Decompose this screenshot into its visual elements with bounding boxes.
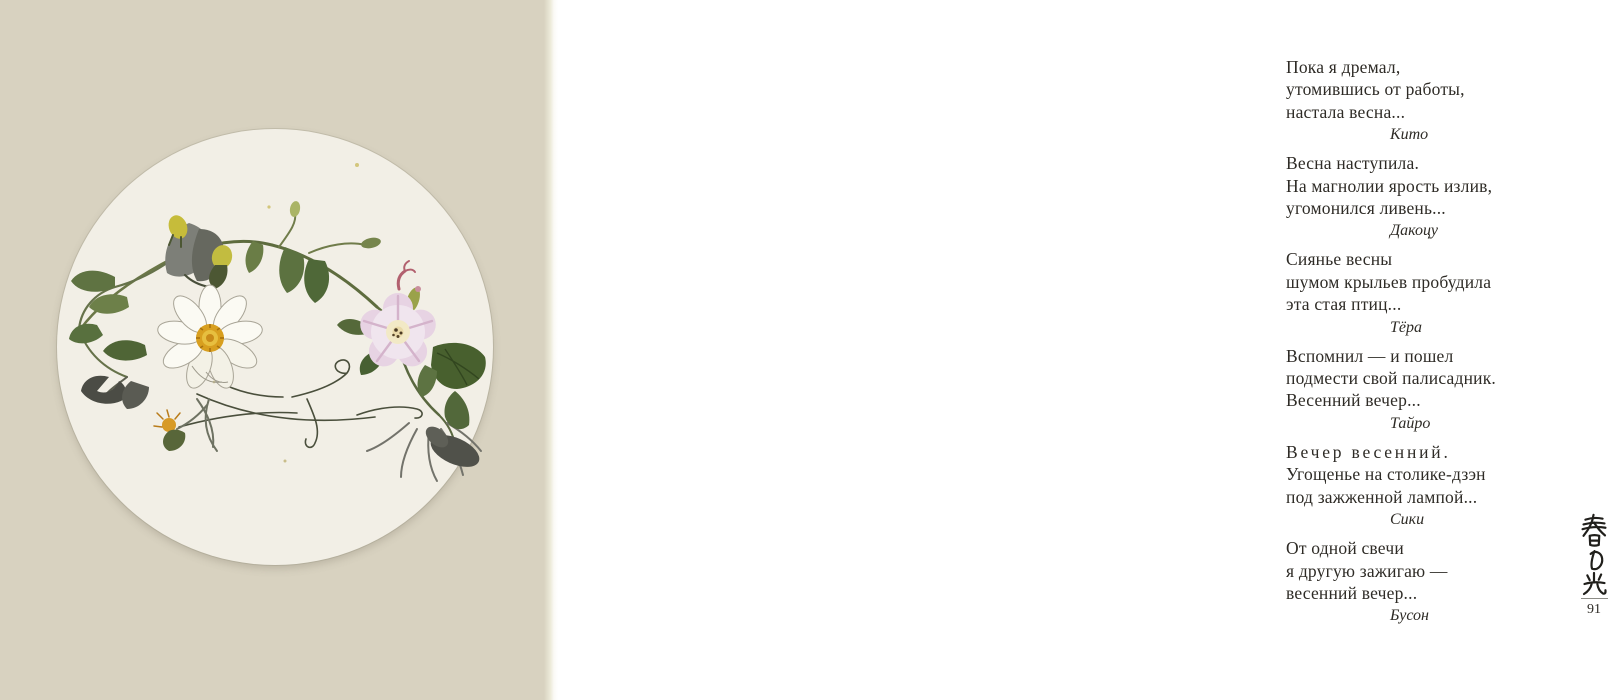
illustration-circle <box>57 129 493 565</box>
poem-line: настала весна... <box>1286 101 1406 122</box>
page-number: 91 <box>1587 602 1601 617</box>
poem-line: утомившись от работы, <box>1286 79 1465 100</box>
poem-line: Пока я дремал, <box>1286 57 1401 77</box>
poem-line: Сиянье весны <box>1286 249 1393 270</box>
right-leaves <box>418 343 486 429</box>
page-gutter <box>544 0 558 700</box>
bud-cluster <box>165 213 235 289</box>
colophon-divider <box>1581 598 1608 599</box>
poems-column <box>1286 56 1586 633</box>
left-leaves <box>69 271 147 361</box>
poem-line: Вспомнил — и пошел <box>1286 345 1454 366</box>
left-page <box>0 0 548 700</box>
poem-line: эта стая птиц... <box>1286 294 1402 315</box>
poem <box>1286 345 1586 435</box>
poem <box>1286 152 1586 242</box>
poem-line: я другую зажигаю — <box>1286 560 1448 581</box>
poem <box>1286 441 1586 531</box>
right-page <box>558 0 1601 700</box>
colophon <box>1574 512 1614 618</box>
poem <box>1286 537 1586 627</box>
poem-author: Сики <box>1390 511 1425 529</box>
poem-line: Весенний вечер... <box>1286 390 1421 411</box>
poem-line: Вечер весенний. <box>1286 441 1451 462</box>
poem-author: Кито <box>1390 126 1429 144</box>
botanical-illustration <box>57 129 493 565</box>
cosmos-flower <box>156 285 264 392</box>
poem <box>1286 56 1586 146</box>
poem <box>1286 248 1586 338</box>
poem-line: Угощенье на столике-дзэн <box>1286 464 1486 485</box>
poem-line: Весна наступила. <box>1286 153 1420 174</box>
grey-twigs <box>197 399 217 451</box>
poem-line: подмести свой палисадник. <box>1286 368 1496 389</box>
poem-author: Бусон <box>1390 607 1429 625</box>
poem-author: Тайро <box>1390 414 1431 432</box>
poem-line: На магнолии ярость излив, <box>1286 175 1493 196</box>
poem-line: угомонился ливень... <box>1286 198 1446 219</box>
poem-line: весенний вечер... <box>1286 582 1418 603</box>
charcoal-leaves <box>81 376 149 409</box>
vertical-kanji-title <box>1578 512 1610 594</box>
poem-author: Дакоцу <box>1390 222 1438 240</box>
poem-author: Тёра <box>1390 318 1422 336</box>
poem-line: под зажженной лампой... <box>1286 486 1478 507</box>
orange-bud <box>154 405 207 451</box>
poem-line: От одной свечи <box>1286 538 1404 559</box>
poem-line: шумом крыльев пробудила <box>1286 271 1492 292</box>
